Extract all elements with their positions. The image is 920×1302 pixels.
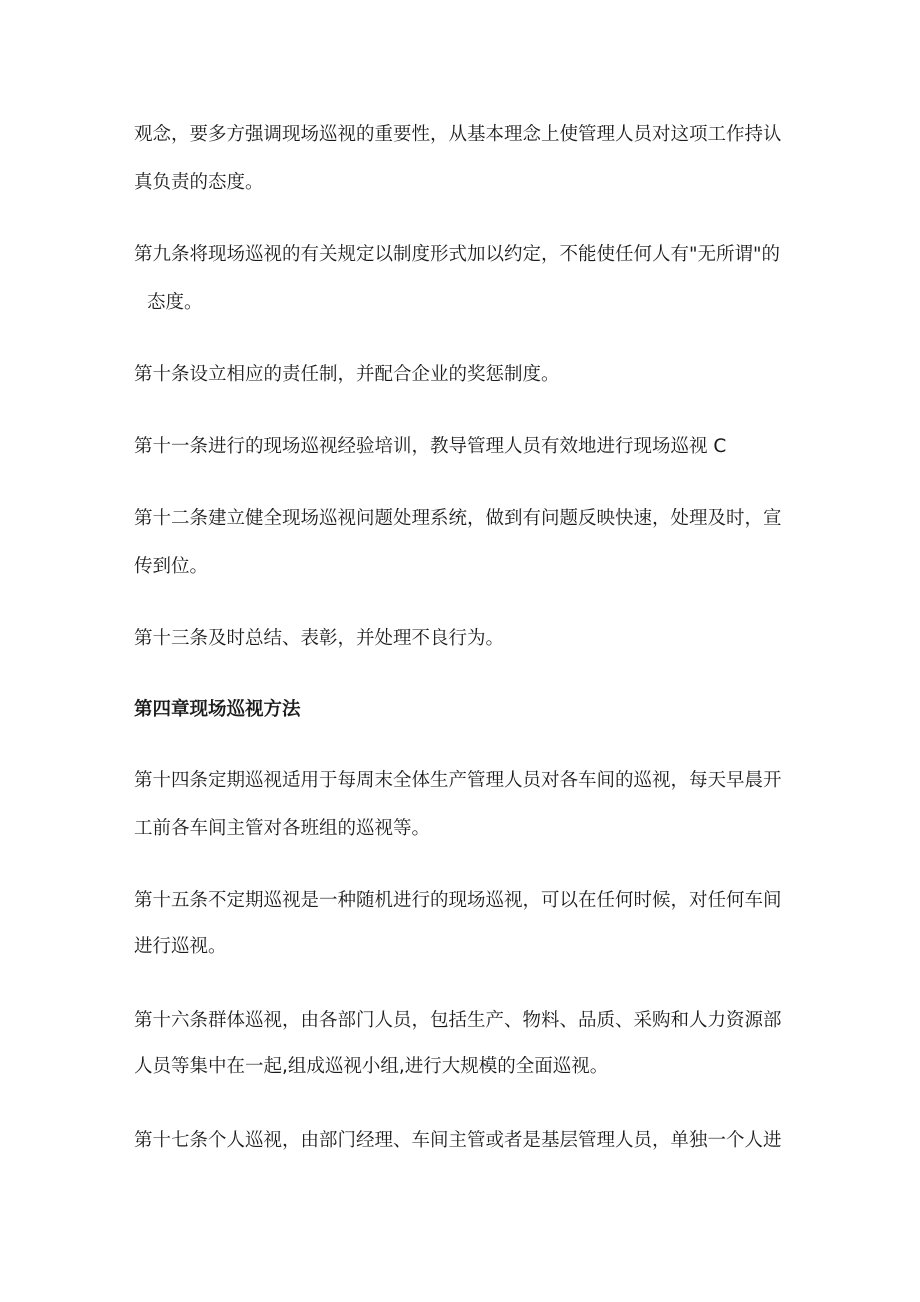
article-13-line-1: 第十三条及时总结、表彰，并处理不良行为。 xyxy=(134,628,505,649)
article-15-line-2: 进行巡视。 xyxy=(134,936,227,957)
article-14-line-2: 工前各车间主管对各班组的巡视等。 xyxy=(134,818,431,839)
paragraph-intro-line-1: 观念，要多方强调现场巡视的重要性，从基本理念上使管理人员对这项工作持认 xyxy=(134,124,782,145)
article-12-line-1: 第十二条建立健全现场巡视问题处理系统，做到有问题反映快速，处理及时，宣 xyxy=(134,508,782,529)
paragraph-intro-line-2: 真负责的态度。 xyxy=(134,172,264,193)
article-15-line-1: 第十五条不定期巡视是一种随机进行的现场巡视，可以在任何时候，对任何车间 xyxy=(134,890,782,911)
article-9-line-2: 态度。 xyxy=(147,292,203,313)
article-11-line-1: 第十一条进行的现场巡视经验培训，教导管理人员有效地进行现场巡视 C xyxy=(134,436,727,457)
article-12-line-2: 传到位。 xyxy=(134,556,209,577)
article-16-line-2: 人员等集中在一起,组成巡视小组,进行大规模的全面巡视。 xyxy=(134,1056,609,1077)
article-14-line-1: 第十四条定期巡视适用于每周末全体生产管理人员对各车间的巡视，每天早晨开 xyxy=(134,770,782,791)
article-17-line-1: 第十七条个人巡视，由部门经理、车间主管或者是基层管理人员，单独一个人进 xyxy=(134,1130,782,1151)
article-10-line-1: 第十条设立相应的责任制，并配合企业的奖惩制度。 xyxy=(134,364,560,385)
article-16-line-1: 第十六条群体巡视，由各部门人员，包括生产、物料、品质、采购和人力资源部 xyxy=(134,1010,782,1031)
article-9-line-1: 第九条将现场巡视的有关规定以制度形式加以约定，不能使任何人有"无所谓"的 xyxy=(134,244,781,265)
chapter-4-heading: 第四章现场巡视方法 xyxy=(134,699,301,720)
